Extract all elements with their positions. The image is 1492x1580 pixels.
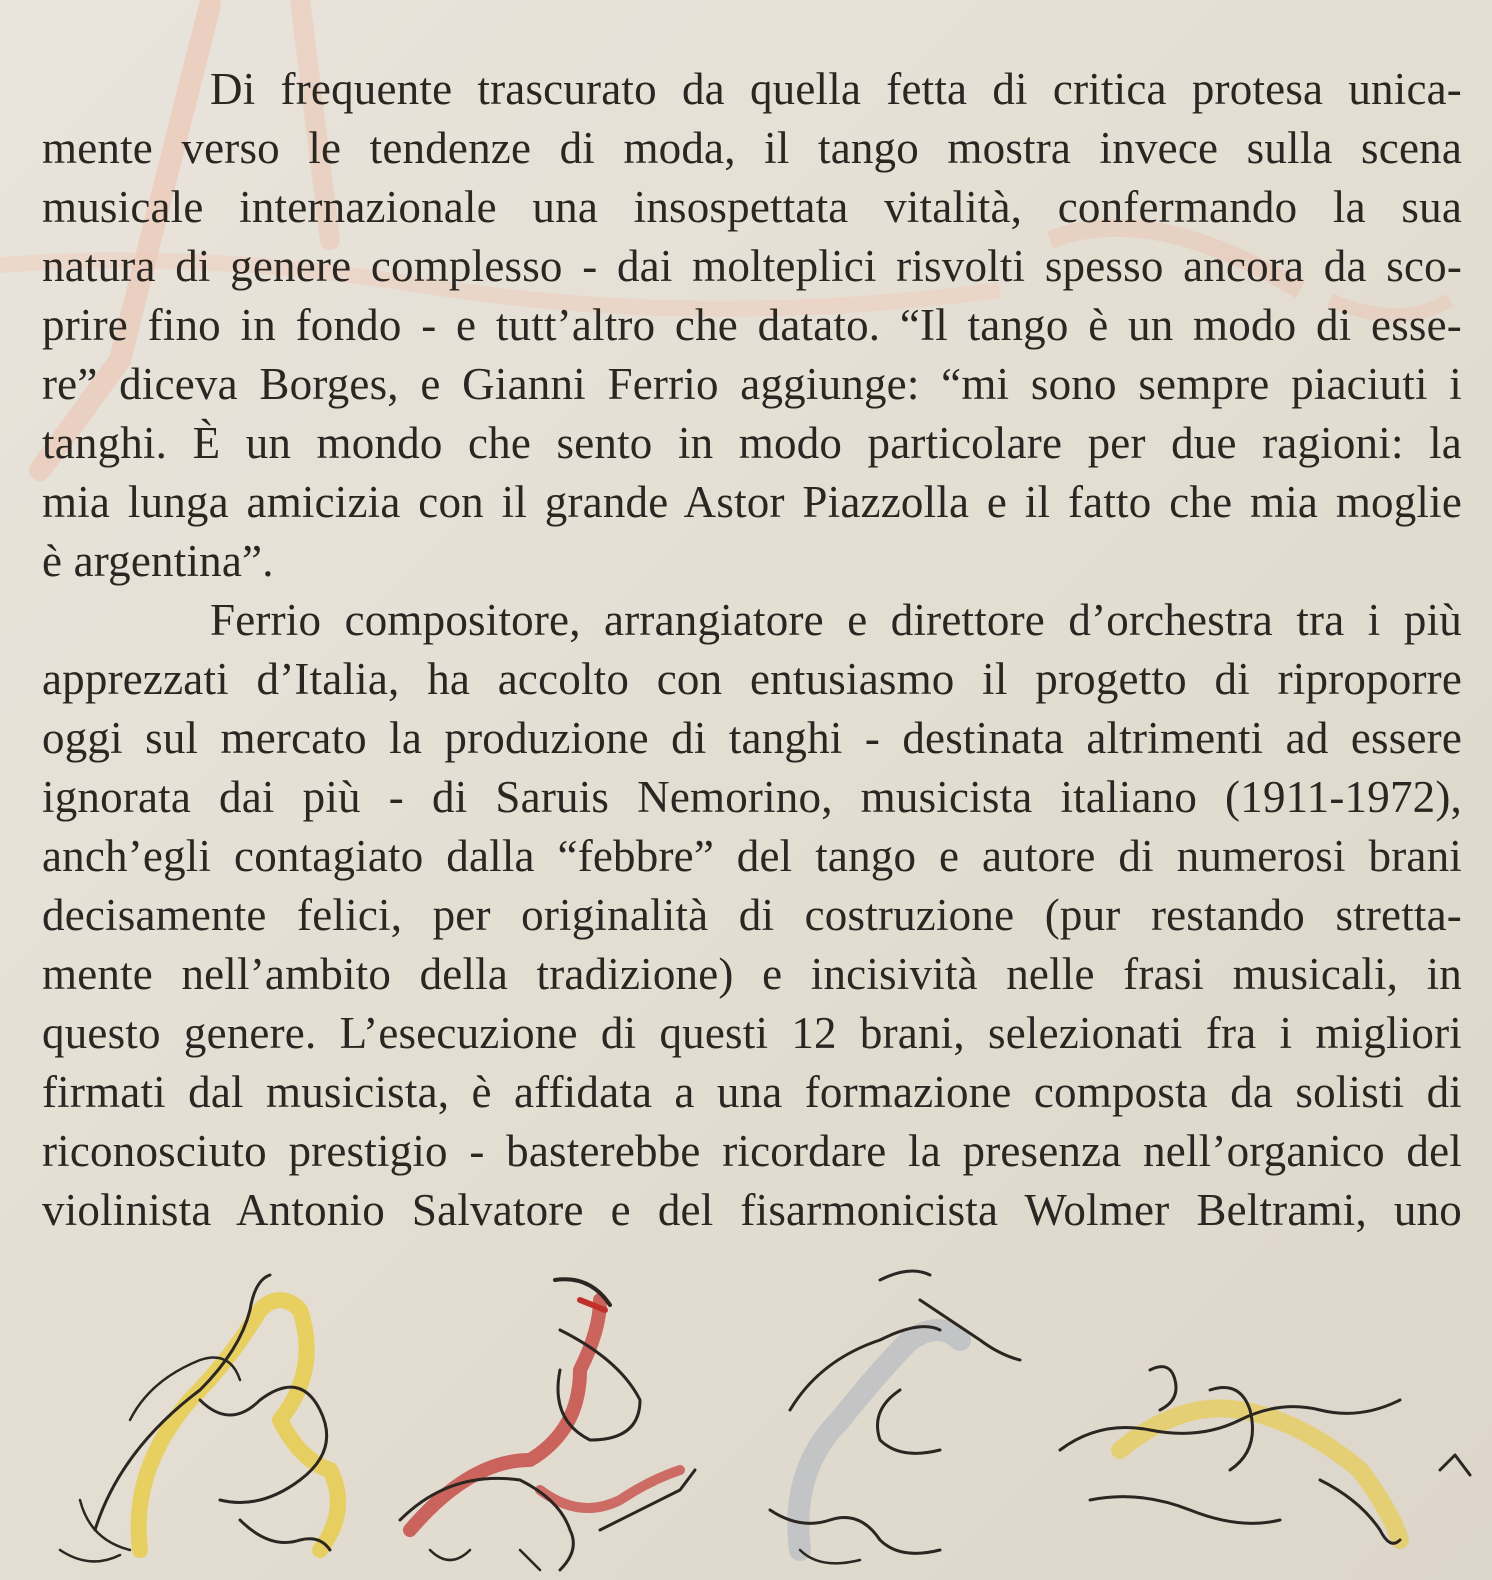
- text-line: anch’egli contagiato dalla “febbre” del tango e autore di numerosi brani: [42, 831, 1462, 881]
- dancer-couple-red: [400, 1279, 695, 1570]
- text-line: Ferrio compositore, arrangiatore e direttore d’orchestra tra i più: [210, 595, 1462, 645]
- text-line: prire fino in fondo - e tutt’altro che datato. “Il tango è un modo di esse-: [42, 300, 1462, 350]
- text-line: apprezzati d’Italia, ha accolto con entusiasmo il progetto di riproporre: [42, 654, 1462, 704]
- text-line: mente nell’ambito della tradizione) e incisività nelle frasi musicali, in: [42, 949, 1462, 999]
- dancers-illustration: [0, 1250, 1492, 1580]
- body-text: [42, 60, 1462, 1240]
- text-line: natura di genere complesso - dai molteplici risvolti spesso ancora da sco-: [42, 241, 1462, 291]
- text-line: re” diceva Borges, e Gianni Ferrio aggiunge: “mi sono sempre piaciuti i: [42, 359, 1462, 409]
- text-line: musicale internazionale una insospettata vitalità, confermando la sua: [42, 182, 1462, 232]
- text-line: tanghi. È un mondo che sento in modo particolare per due ragioni: la: [42, 418, 1462, 468]
- text-line: riconosciuto prestigio - basterebbe ricordare la presenza nell’organico del: [42, 1126, 1462, 1176]
- text-line: firmati dal musicista, è affidata a una formazione composta da solisti di: [42, 1067, 1462, 1117]
- text-line: Di frequente trascurato da quella fetta di critica protesa unica-: [210, 64, 1462, 114]
- text-line: violinista Antonio Salvatore e del fisarmonicista Wolmer Beltrami, uno: [42, 1185, 1462, 1235]
- dancer-couple-gray: [770, 1271, 1020, 1563]
- dancer-couple-yellow: [60, 1275, 338, 1561]
- paragraph-2: [42, 591, 1462, 1240]
- text-line: mente verso le tendenze di moda, il tango mostra invece sulla scena: [42, 123, 1462, 173]
- text-line: è argentina”.: [42, 536, 274, 586]
- text-line: decisamente felici, per originalità di costruzione (pur restando stretta-: [42, 890, 1462, 940]
- paragraph-1: [42, 60, 1462, 591]
- text-line: mia lunga amicizia con il grande Astor Piazzolla e il fatto che mia moglie: [42, 477, 1462, 527]
- text-line: questo genere. L’esecuzione di questi 12 brani, selezionati fra i migliori: [42, 1008, 1462, 1058]
- text-line: oggi sul mercato la produzione di tanghi - destinata altrimenti ad essere: [42, 713, 1462, 763]
- text-line: ignorata dai più - di Saruis Nemorino, musicista italiano (1911-1972),: [42, 772, 1462, 822]
- dancer-couple-yellow-2: [1060, 1367, 1470, 1544]
